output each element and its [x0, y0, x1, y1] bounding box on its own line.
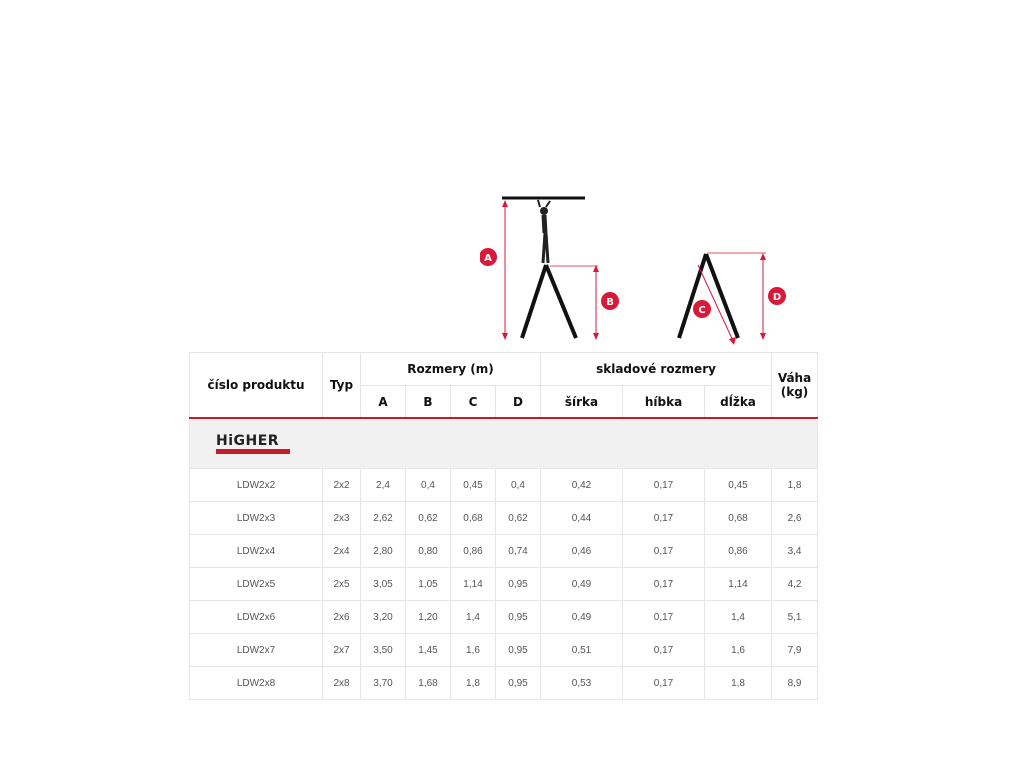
cell-a: 3,05 [361, 568, 406, 601]
dimension-b-label: B [606, 297, 614, 308]
cell-length: 1,6 [705, 634, 772, 667]
cell-b: 1,68 [406, 667, 451, 700]
cell-depth: 0,17 [623, 469, 705, 502]
header-col-c: C [451, 386, 496, 419]
header-storage: skladové rozmery [541, 353, 772, 386]
cell-type: 2x5 [323, 568, 361, 601]
cell-type: 2x8 [323, 667, 361, 700]
cell-d: 0,62 [496, 502, 541, 535]
header-product-no: číslo produktu [190, 353, 323, 419]
ladder-right-frame [679, 254, 706, 338]
cell-a: 3,50 [361, 634, 406, 667]
cell-a: 2,80 [361, 535, 406, 568]
header-col-a: A [361, 386, 406, 419]
cell-product-no: LDW2x3 [190, 502, 323, 535]
cell-product-no: LDW2x7 [190, 634, 323, 667]
cell-d: 0,95 [496, 634, 541, 667]
table-row [190, 469, 818, 502]
cell-type: 2x7 [323, 634, 361, 667]
cell-weight: 1,8 [772, 469, 818, 502]
table-row [190, 502, 818, 535]
cell-weight: 4,2 [772, 568, 818, 601]
cell-weight: 5,1 [772, 601, 818, 634]
table-row [190, 634, 818, 667]
cell-c: 1,8 [451, 667, 496, 700]
cell-width: 0,49 [541, 568, 623, 601]
cell-type: 2x2 [323, 469, 361, 502]
cell-length: 0,86 [705, 535, 772, 568]
higher-logo: HiGHER [216, 434, 290, 454]
cell-product-no: LDW2x8 [190, 667, 323, 700]
table-row [190, 667, 818, 700]
cell-product-no: LDW2x4 [190, 535, 323, 568]
dimension-d-label: D [772, 292, 782, 303]
cell-length: 1,14 [705, 568, 772, 601]
cell-depth: 0,17 [623, 535, 705, 568]
cell-type: 2x3 [323, 502, 361, 535]
header-length: dĺžka [705, 386, 772, 419]
cell-c: 0,68 [451, 502, 496, 535]
cell-width: 0,44 [541, 502, 623, 535]
cell-depth: 0,17 [623, 568, 705, 601]
cell-b: 0,80 [406, 535, 451, 568]
cell-b: 1,20 [406, 601, 451, 634]
cell-product-no: LDW2x2 [190, 469, 323, 502]
cell-c: 1,14 [451, 568, 496, 601]
cell-d: 0,95 [496, 568, 541, 601]
header-depth: híbka [623, 386, 705, 419]
cell-c: 0,86 [451, 535, 496, 568]
cell-depth: 0,17 [623, 634, 705, 667]
cell-length: 0,68 [705, 502, 772, 535]
header-dimensions: Rozmery (m) [361, 353, 541, 386]
cell-d: 0,74 [496, 535, 541, 568]
spec-table [189, 352, 818, 700]
cell-type: 2x4 [323, 535, 361, 568]
header-width: šírka [541, 386, 623, 419]
cell-product-no: LDW2x6 [190, 601, 323, 634]
cell-length: 1,4 [705, 601, 772, 634]
cell-length: 0,45 [705, 469, 772, 502]
cell-depth: 0,17 [623, 601, 705, 634]
cell-weight: 8,9 [772, 667, 818, 700]
dimension-a-label: A [484, 253, 492, 264]
cell-d: 0,95 [496, 667, 541, 700]
cell-depth: 0,17 [623, 667, 705, 700]
cell-a: 3,20 [361, 601, 406, 634]
cell-d: 0,95 [496, 601, 541, 634]
ladder-left-frame [522, 265, 546, 338]
cell-b: 1,45 [406, 634, 451, 667]
brand-row [190, 418, 818, 469]
dimension-c-label: C [698, 305, 706, 316]
cell-c: 0,45 [451, 469, 496, 502]
person-figure [538, 200, 550, 263]
cell-weight: 3,4 [772, 535, 818, 568]
cell-width: 0,46 [541, 535, 623, 568]
cell-d: 0,4 [496, 469, 541, 502]
table-row [190, 535, 818, 568]
cell-a: 2,4 [361, 469, 406, 502]
cell-c: 1,4 [451, 601, 496, 634]
cell-weight: 7,9 [772, 634, 818, 667]
cell-b: 0,4 [406, 469, 451, 502]
cell-a: 3,70 [361, 667, 406, 700]
cell-type: 2x6 [323, 601, 361, 634]
cell-width: 0,51 [541, 634, 623, 667]
header-col-b: B [406, 386, 451, 419]
cell-a: 2,62 [361, 502, 406, 535]
cell-weight: 2,6 [772, 502, 818, 535]
table-row [190, 601, 818, 634]
cell-width: 0,53 [541, 667, 623, 700]
cell-length: 1,8 [705, 667, 772, 700]
cell-c: 1,6 [451, 634, 496, 667]
cell-width: 0,49 [541, 601, 623, 634]
cell-depth: 0,17 [623, 502, 705, 535]
cell-width: 0,42 [541, 469, 623, 502]
table-row [190, 568, 818, 601]
cell-b: 0,62 [406, 502, 451, 535]
ladder-dimension-diagram [480, 185, 840, 355]
header-weight: Váha (kg) [772, 353, 818, 419]
cell-product-no: LDW2x5 [190, 568, 323, 601]
header-col-d: D [496, 386, 541, 419]
cell-b: 1,05 [406, 568, 451, 601]
header-type: Typ [323, 353, 361, 419]
